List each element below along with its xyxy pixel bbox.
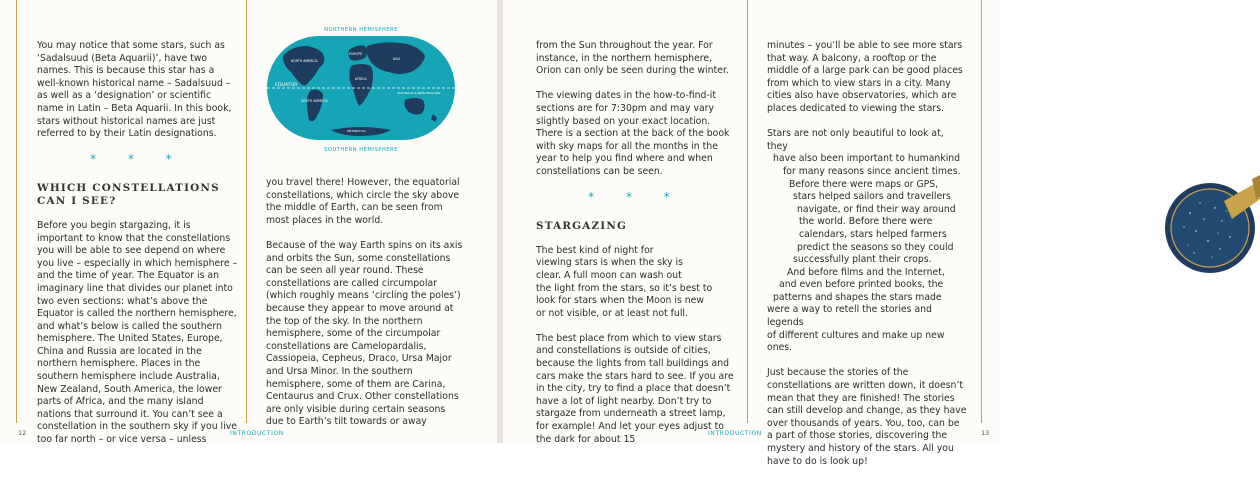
- importance-line-4: Before there were maps or GPS,: [789, 178, 939, 190]
- left-page: [0, 0, 497, 446]
- map-label-australia-nz: AUSTRALIA & NEW ZEALAND: [397, 91, 441, 95]
- left-page-column-rule: [246, 0, 247, 423]
- right-page: [503, 0, 1000, 467]
- best-night-line-5: look for stars when the Moon is new: [536, 295, 704, 307]
- map-label-asia: ASIA: [393, 57, 401, 61]
- map-north-label: NORTHERN HEMISPHERE: [324, 27, 398, 33]
- page-number-right: 13: [981, 429, 990, 437]
- importance-line-9: predict the seasons so they could: [797, 241, 954, 253]
- map-label-north-america: NORTH AMERICA: [291, 59, 318, 63]
- left-column-1: [37, 40, 239, 459]
- best-night-line-6: or not visible, or at least not full.: [536, 307, 688, 319]
- paragraph-city-viewing: minutes – you’ll be able to see more stars that way. A balcony, a rooftop or the middle of a large park can be good places from which to view stars in a city. Many cities also have observatories, which are places dedicated to viewing the stars.: [767, 40, 963, 114]
- best-night-line-4: the light from the stars, so it’s best to: [536, 282, 713, 294]
- importance-line-8: calendars, stars helped farmers: [799, 228, 947, 240]
- importance-line-14: were a way to retell the stories and legends: [767, 304, 932, 329]
- paragraph-hemispheres: Before you begin stargazing, it is important to know that the constellations you will be able to see depend on where you live – especially in which hemisphere – and the time of year. The Equator is an imaginary line that divides our planet into two even sections: what’s above the Equator is called the northern hemisphere, and what’s below is called the southern hemisphere. The United States, Europe, China and Russia are located in the northern hemisphere. Places in the southern hemisphere include Australia, New Zealand, South America, the lower parts of Africa, and the many island nations that surround it. You can’t see a constellation in the southern sky if you live too far north – or vice versa – unless: [37, 219, 238, 446]
- left-page-outer-rule: [16, 0, 17, 423]
- left-column-2: [266, 177, 464, 441]
- paragraph-stories: Just because the stories of the constellations are written down, it doesn’t mean that they are finished! The stories can still develop and change, as they have over thousands of years. You, too, can be a part of those stories, discovering the mystery and history of the stars. All you have to do is look up!: [767, 367, 967, 467]
- paragraph-viewing-dates: The viewing dates in the how-to-find-it sections are for 7:30pm and may vary slightly based on your exact location. There is a section at the back of the book with sky maps for all the months in the year to help you find where and when constellations can be seen.: [536, 90, 730, 177]
- section-separator-stars: * * *: [90, 152, 186, 167]
- map-label-europe: EUROPE: [349, 52, 363, 56]
- page-number-left: 12: [18, 429, 27, 437]
- right-page-column-rule: [747, 0, 748, 423]
- importance-line-7: the world. Before there were: [799, 216, 933, 228]
- heading-line-2: CAN I SEE?: [37, 194, 117, 207]
- importance-line-3: for many reasons since ancient times.: [783, 165, 961, 177]
- importance-line-1: Stars are not only beautiful to look at, they: [767, 128, 944, 152]
- importance-line-11: And before films and the Internet,: [787, 266, 945, 278]
- map-label-antarctica: ANTARCTICA: [347, 129, 366, 133]
- telescope-sky-illustration: [1160, 153, 1260, 303]
- paragraph-star-names: You may notice that some stars, such as ‘Sadalsuud (Beta Aquarii)’, have two names. This is because this star has a well-known historical name – Sadalsuud – as well as a ‘designation’ or scientific name in Latin – Beta Aquarii. In this book, stars without historical names are just referred to by their Latin designations.: [37, 40, 232, 140]
- paragraph-orion: from the Sun throughout the year. For instance, in the northern hemisphere, Orion can only be seen during the winter.: [536, 40, 729, 77]
- heading-line-1: WHICH CONSTELLATIONS: [37, 181, 220, 194]
- best-night-line-2: viewing stars is when the sky is: [536, 257, 683, 269]
- heading-stargazing: STARGAZING: [536, 219, 628, 232]
- paragraph-circumpolar: Because of the way Earth spins on its axis and orbits the Sun, some constellations can be seen all year round. These constellations are called circumpolar (which roughly means ‘circling the poles’) because they appear to move around at the top of the sky. In the northern hemisphere, some of the circumpolar constellations are Camelopardalis, Cassiopeia, Cepheus, Draco, Ursa Major and Ursa Minor. In the southern hemisphere, some of them are Carina, Centaurus and Crux. Other constellations are only visible during certain seasons due to Earth’s tilt towards or away: [266, 239, 463, 428]
- importance-line-12: and even before printed books, the: [779, 279, 944, 291]
- equator-label: EQUATOR: [275, 83, 298, 88]
- best-night-line-3: clear. A full moon can wash out: [536, 269, 682, 281]
- right-page-outer-rule: [981, 0, 982, 423]
- importance-line-13: patterns and shapes the stars made: [773, 291, 942, 303]
- running-footer-right: INTRODUCTION: [708, 430, 762, 437]
- best-night-line-1: The best kind of night for: [536, 244, 654, 256]
- paragraph-importance: [767, 128, 967, 355]
- right-column-1: [536, 40, 736, 459]
- importance-line-15: of different cultures and make up new ones.: [767, 329, 945, 354]
- paragraph-equatorial: you travel there! However, the equatorial constellations, which circle the sky above the middle of Earth, can be seen from most places in the world.: [266, 177, 460, 226]
- map-illustration: [261, 22, 461, 156]
- paragraph-best-night: [536, 245, 736, 321]
- telescope-svg: [1160, 153, 1260, 303]
- section-separator-stars-right: * * *: [588, 190, 684, 205]
- map-label-south-america: SOUTH AMERICA: [301, 99, 328, 103]
- paragraph-best-place: The best place from which to view stars and constellations is outside of cities, because the lights from tall buildings and cars make the stars hard to see. If you are in the city, try to find a place that doesn’t have a lot of light nearby. Don’t try to stargaze from underneath a street lamp, for example! And let your eyes adjust to the dark for about 15: [536, 332, 734, 445]
- map-label-africa: AFRICA: [355, 77, 367, 81]
- importance-line-2: have also been important to humankind: [773, 153, 961, 165]
- importance-line-5: stars helped sailors and travellers: [793, 191, 951, 203]
- world-hemisphere-map: [261, 22, 461, 156]
- right-column-2: [767, 40, 967, 481]
- running-footer-left: INTRODUCTION: [230, 430, 284, 437]
- map-south-label: SOUTHERN HEMISPHERE: [324, 147, 398, 153]
- heading-which-constellations: [37, 182, 239, 208]
- importance-line-6: navigate, or find their way around: [797, 203, 956, 215]
- importance-line-10: successfully plant their crops.: [793, 254, 932, 266]
